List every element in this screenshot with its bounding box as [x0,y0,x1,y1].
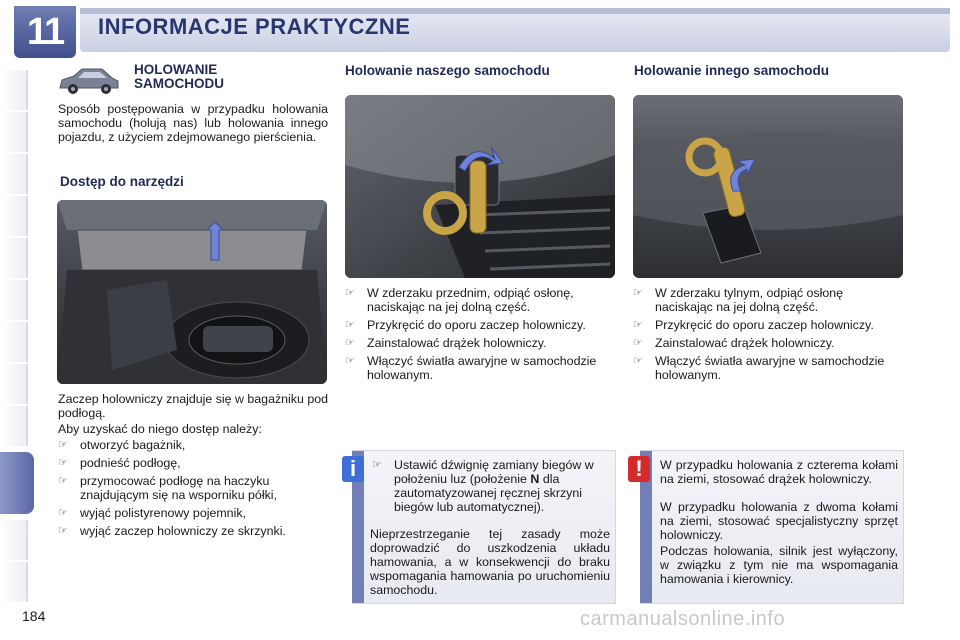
pointing-hand-icon: ☞ [633,337,643,349]
rear-bumper-photo [633,95,903,278]
list-item-text: podnieść podłogę, [80,456,181,470]
pointing-hand-icon: ☞ [58,475,68,487]
list-item-text: Zainstalować drążek holowniczy. [655,336,835,350]
tools-text-2: Aby uzyskać do niego dostęp należy: [58,422,262,436]
chapter-tab[interactable] [0,520,28,560]
trunk-photo [57,200,327,384]
pointing-hand-icon: ☞ [345,355,355,367]
chapter-tab[interactable] [0,154,28,194]
own-car-heading: Holowanie naszego samochodu [345,63,550,78]
chapter-tab[interactable] [0,364,28,404]
pointing-hand-icon: ☞ [345,337,355,349]
pointing-hand-icon: ☞ [58,439,68,451]
chapter-tab[interactable] [0,112,28,152]
chapter-tab[interactable] [0,562,28,602]
intro-title-line: SAMOCHODU [134,76,224,91]
info-box-text: Nieprzestrzeganie tej zasady może doprowadzić do uszkodzenia układu hamowania, a w konsekwencji do braku wspomagania hamowania po uruchomieniu samochodu. [370,527,610,597]
list-item-text: Włączyć światła awaryjne w samochodzie holowanym. [655,354,885,382]
pointing-hand-icon: ☞ [345,319,355,331]
page-number: 184 [22,608,46,624]
other-car-steps [633,286,903,386]
list-item [633,318,903,332]
chapter-tab-active[interactable] [0,452,34,514]
list-item-text: W zderzaku przednim, odpiąć osłonę, naciskając na jej dolną część. [367,286,574,314]
list-item [633,354,903,382]
list-item-text: wyjąć zaczep holowniczy ze skrzynki. [80,524,286,538]
list-item [345,318,615,332]
info-item-bold: N [530,472,540,486]
intro-text: Sposób postępowania w przypadku holowania samochodu (holują nas) lub holowania innego pojazdu, z użyciem zdejmowanego pierścienia. [58,102,328,144]
chapter-tab[interactable] [0,238,28,278]
tools-steps [58,438,328,542]
warning-icon: ! [628,456,650,482]
warning-text-3: Podczas holowania, silnik jest wyłączony, w związku z tym nie ma wspomagania hamowania i kierownicy. [660,544,898,586]
chapter-tab[interactable] [0,196,28,236]
list-item-text: W zderzaku tylnym, odpiąć osłonę naciskając na jej dolną część. [655,286,844,314]
chapter-tab[interactable] [0,322,28,362]
intro-title-line: HOLOWANIE [134,62,218,77]
intro-title [134,63,224,91]
chapter-tab[interactable] [0,70,28,110]
list-item [58,474,328,502]
info-box-list [372,458,610,518]
list-item [58,456,328,470]
chapter-tab[interactable] [0,280,28,320]
tools-text-1: Zaczep holowniczy znajduje się w bagażniku pod podłogą. [58,392,328,420]
tools-heading: Dostęp do narzędzi [60,174,184,189]
list-item-text: Zainstalować drążek holowniczy. [367,336,547,350]
info-item-text-end: dla zautomatyzowanej ręcznej skrzyni biegów lub automatycznej). [394,472,583,514]
list-item [58,438,328,452]
list-item-text: wyjąć polistyrenowy pojemnik, [80,506,246,520]
own-car-steps [345,286,615,386]
pointing-hand-icon: ☞ [58,457,68,469]
car-icon [56,64,122,96]
other-car-heading: Holowanie innego samochodu [634,63,830,78]
list-item [633,286,903,314]
list-item [58,524,328,538]
pointing-hand-icon: ☞ [345,287,355,299]
list-item-text: otworzyć bagażnik, [80,438,186,452]
chapter-tab[interactable] [0,406,28,446]
chapter-number: 11 [14,6,76,58]
front-bumper-photo [345,95,615,278]
info-item-text: Ustawić dźwignię zamiany biegów w położeniu luz (położenie [394,458,594,486]
list-item [345,354,615,382]
list-item-text: Przykręcić do oporu zaczep holowniczy. [367,318,586,332]
pointing-hand-icon: ☞ [633,355,643,367]
warning-text-2: W przypadku holowania z dwoma kołami na ziemi, stosować specjalistyczny sprzęt holowniczy. [660,500,898,542]
pointing-hand-icon: ☞ [633,287,643,299]
list-item [372,458,610,514]
list-item [345,286,615,314]
watermark: carmanualsonline.info [580,608,786,630]
pointing-hand-icon: ☞ [372,459,382,471]
warning-text-1: W przypadku holowania z czterema kołami na ziemi, stosować drążek holowniczy. [660,458,898,486]
list-item-text: Włączyć światła awaryjne w samochodzie holowanym. [367,354,597,382]
list-item-text: przymocować podłogę na haczyku znajdującym się na wsporniku półki, [80,474,277,502]
list-item [633,336,903,350]
page-title: INFORMACJE PRAKTYCZNE [98,14,411,39]
pointing-hand-icon: ☞ [58,507,68,519]
info-icon: i [342,456,364,482]
list-item-text: Przykręcić do oporu zaczep holowniczy. [655,318,874,332]
pointing-hand-icon: ☞ [633,319,643,331]
list-item [58,506,328,520]
list-item [345,336,615,350]
pointing-hand-icon: ☞ [58,525,68,537]
